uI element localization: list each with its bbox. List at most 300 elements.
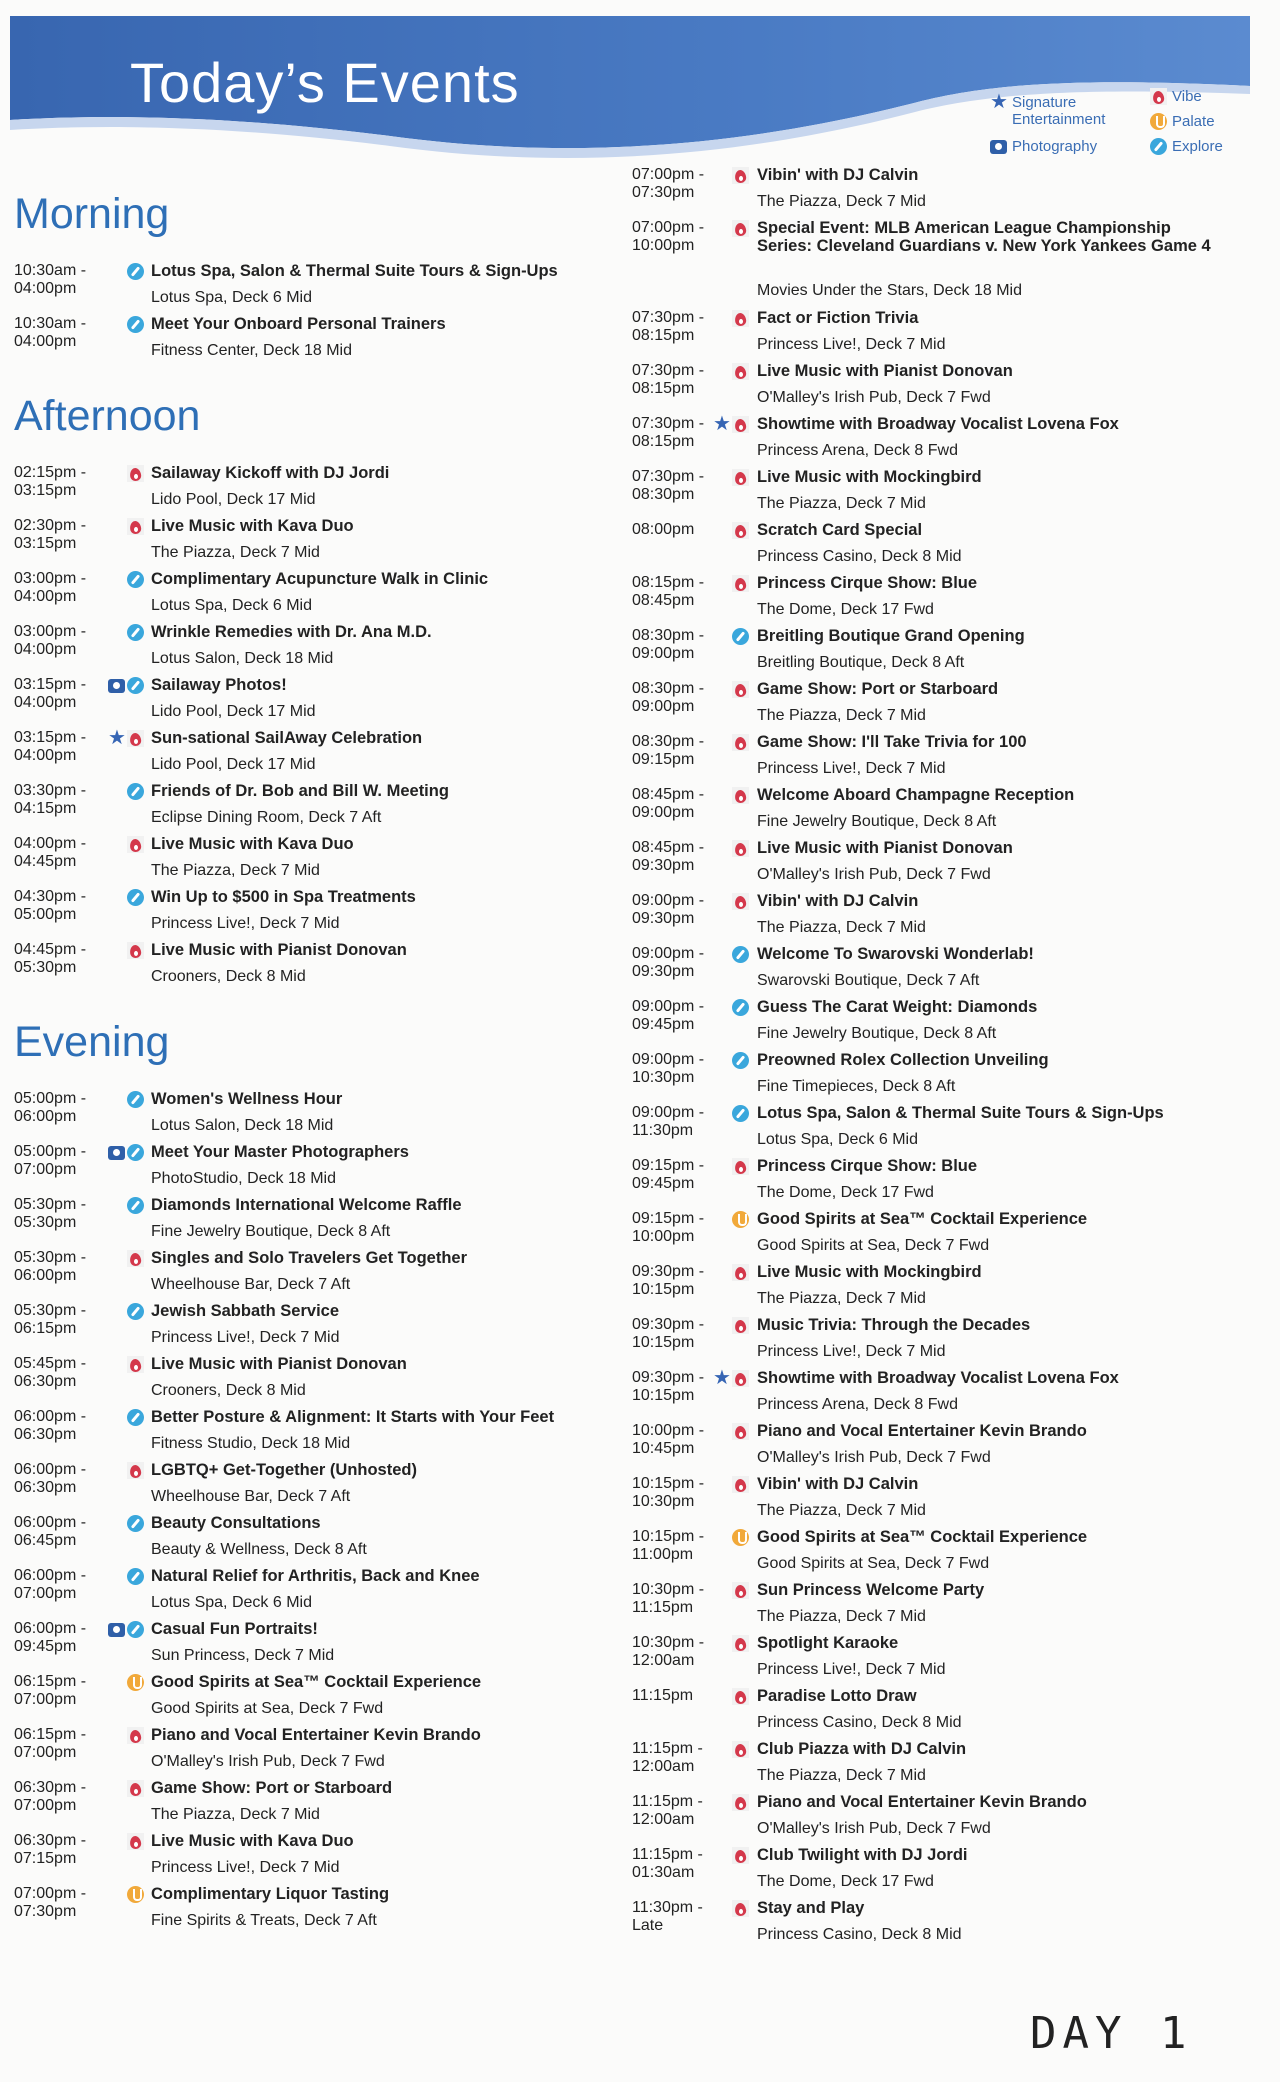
event-icons (713, 413, 749, 435)
event-location: O'Malley's Irish Pub, Deck 7 Fwd (757, 1449, 991, 1466)
event-icons (127, 1303, 144, 1320)
event-name: Diamonds International Welcome Raffle (151, 1196, 462, 1214)
event-item (632, 1157, 1252, 1210)
event-icons (108, 1621, 144, 1638)
event-item (632, 1104, 1252, 1157)
event-time (14, 517, 110, 553)
event-time (632, 1210, 728, 1246)
event-location: Fine Jewelry Boutique, Deck 8 Aft (757, 813, 997, 830)
legend-label: Vibe (1172, 88, 1202, 105)
event-time (632, 1051, 728, 1087)
event-icons (108, 677, 144, 694)
vibe-icon (732, 1635, 749, 1652)
event-time (14, 782, 110, 818)
event-name: Piano and Vocal Entertainer Kevin Brando (757, 1422, 1087, 1440)
event-start-time: 08:45pm - (632, 786, 705, 803)
event-location: Princess Arena, Deck 8 Fwd (757, 1396, 958, 1413)
legend-label: Photography (1012, 138, 1098, 155)
event-icons (732, 1900, 749, 1917)
event-time (14, 888, 110, 924)
vibe-icon (732, 363, 749, 380)
event-item (632, 1210, 1252, 1263)
event-item (632, 219, 1252, 309)
event-icons (732, 1794, 749, 1811)
event-time (14, 464, 110, 500)
event-name: Piano and Vocal Entertainer Kevin Brando (151, 1726, 481, 1744)
event-location: Wheelhouse Bar, Deck 7 Aft (151, 1276, 351, 1293)
event-location: Good Spirits at Sea, Deck 7 Fwd (757, 1237, 990, 1254)
event-item (632, 1687, 1252, 1740)
photography-icon (108, 1146, 125, 1160)
event-name: Piano and Vocal Entertainer Kevin Brando (757, 1793, 1087, 1811)
event-time (14, 1302, 110, 1338)
event-name: Spotlight Karaoke (757, 1634, 899, 1652)
event-icons (127, 1409, 144, 1426)
vibe-icon (732, 1900, 749, 1917)
event-icons (127, 624, 144, 641)
star-icon: ★ (713, 1367, 731, 1389)
event-end-time: 06:00pm (14, 1267, 77, 1284)
event-location: Princess Live!, Deck 7 Mid (757, 336, 946, 353)
event-end-time: 03:15pm (14, 535, 77, 552)
event-item (632, 839, 1252, 892)
event-icons (732, 1264, 749, 1281)
event-end-time: 08:45pm (632, 592, 695, 609)
event-location: Breitling Boutique, Deck 8 Aft (757, 654, 965, 671)
event-end-time: 06:30pm (14, 1479, 77, 1496)
event-item (632, 362, 1252, 415)
event-start-time: 07:00pm - (632, 219, 705, 236)
event-time (14, 1143, 110, 1179)
event-start-time: 02:30pm - (14, 517, 87, 534)
event-location: The Piazza, Deck 7 Mid (757, 193, 926, 210)
event-time (14, 262, 110, 298)
palate-icon (732, 1529, 749, 1546)
event-time (632, 574, 728, 610)
event-end-time: 10:30pm (632, 1069, 695, 1086)
vibe-icon (732, 1847, 749, 1864)
event-end-time: 12:00am (632, 1811, 695, 1828)
event-location: Fine Jewelry Boutique, Deck 8 Aft (757, 1025, 997, 1042)
explore-icon (127, 889, 144, 906)
event-name: Preowned Rolex Collection Unveiling (757, 1051, 1049, 1069)
palate-icon (127, 1674, 144, 1691)
event-end-time: 10:15pm (632, 1281, 695, 1298)
vibe-icon (732, 1423, 749, 1440)
event-time (14, 1355, 110, 1391)
event-location: Princess Casino, Deck 8 Mid (757, 1926, 962, 1943)
explore-icon (127, 1568, 144, 1585)
event-location: Princess Live!, Deck 7 Mid (757, 760, 946, 777)
event-time (632, 1581, 728, 1617)
event-name: Natural Relief for Arthritis, Back and Knee (151, 1567, 480, 1585)
event-name: Live Music with Kava Duo (151, 1832, 354, 1850)
vibe-icon (732, 734, 749, 751)
event-end-time: 07:30pm (14, 1903, 77, 1920)
event-name: Live Music with Mockingbird (757, 1263, 982, 1281)
event-item (14, 835, 634, 888)
event-start-time: 10:15pm - (632, 1528, 705, 1545)
event-time (14, 1726, 110, 1762)
explore-icon (127, 1144, 144, 1161)
event-time (632, 945, 728, 981)
event-name: Vibin' with DJ Calvin (757, 892, 919, 910)
event-icons (732, 220, 749, 237)
event-end-time: 10:45pm (632, 1440, 695, 1457)
event-start-time: 11:30pm - (632, 1899, 703, 1916)
explore-icon (732, 628, 749, 645)
event-item (632, 998, 1252, 1051)
event-item (632, 1899, 1252, 1952)
event-name: Beauty Consultations (151, 1514, 321, 1532)
event-end-time: 06:45pm (14, 1532, 77, 1549)
event-item (14, 262, 634, 315)
event-time (632, 1528, 728, 1564)
event-name: Live Music with Pianist Donovan (757, 839, 1013, 857)
event-end-time: 08:15pm (632, 380, 695, 397)
event-item (14, 1620, 634, 1673)
vibe-icon (127, 1356, 144, 1373)
vibe-icon (732, 840, 749, 857)
vibe-icon (732, 1317, 749, 1334)
event-location: O'Malley's Irish Pub, Deck 7 Fwd (757, 1820, 991, 1837)
vibe-icon (732, 1582, 749, 1599)
event-location: The Piazza, Deck 7 Mid (757, 1502, 926, 1519)
event-location: Good Spirits at Sea, Deck 7 Fwd (757, 1555, 990, 1572)
event-end-time: 08:15pm (632, 327, 695, 344)
event-name: Scratch Card Special (757, 521, 923, 539)
event-item (14, 1408, 634, 1461)
event-name: Guess The Carat Weight: Diamonds (757, 998, 1038, 1016)
event-icons (732, 363, 749, 380)
event-location: O'Malley's Irish Pub, Deck 7 Fwd (757, 866, 991, 883)
event-time (632, 786, 728, 822)
event-start-time: 07:30pm - (632, 362, 705, 379)
event-location: Lido Pool, Deck 17 Mid (151, 703, 316, 720)
event-item (14, 1302, 634, 1355)
legend-vibe (1150, 88, 1202, 105)
event-location: Lotus Spa, Deck 6 Mid (151, 289, 312, 306)
event-end-time: 12:00am (632, 1758, 695, 1775)
vibe-icon (732, 1476, 749, 1493)
palate-icon (127, 1886, 144, 1903)
event-item (632, 1846, 1252, 1899)
evening-list (14, 1090, 634, 1938)
event-name: Casual Fun Portraits! (151, 1620, 318, 1638)
event-name: Stay and Play (757, 1899, 865, 1917)
event-end-time: 09:45pm (14, 1638, 77, 1655)
event-start-time: 09:15pm - (632, 1210, 705, 1227)
star-icon: ★ (108, 727, 126, 749)
event-name: Special Event: MLB American League Championship Series: Cleveland Guardians v. New York Yankees Game 4 (757, 219, 1211, 255)
event-item (632, 1051, 1252, 1104)
event-end-time: Late (632, 1917, 664, 1934)
event-end-time: 06:15pm (14, 1320, 77, 1337)
vibe-icon (732, 522, 749, 539)
event-end-time: 07:00pm (14, 1585, 77, 1602)
event-item (632, 1740, 1252, 1793)
event-start-time: 02:15pm - (14, 464, 87, 481)
event-location: Lotus Spa, Deck 6 Mid (757, 1131, 918, 1148)
event-icons (732, 1635, 749, 1652)
event-time (632, 1634, 728, 1670)
explore-icon (1150, 138, 1167, 155)
event-end-time: 09:00pm (632, 804, 695, 821)
event-time (14, 1567, 110, 1603)
event-icons (127, 942, 144, 959)
vibe-icon (127, 1462, 144, 1479)
event-item (632, 1422, 1252, 1475)
event-location: Lotus Spa, Deck 6 Mid (151, 1594, 312, 1611)
event-icons (127, 1568, 144, 1585)
event-name: Club Twilight with DJ Jordi (757, 1846, 968, 1864)
event-location: The Piazza, Deck 7 Mid (757, 1290, 926, 1307)
event-location: Crooners, Deck 8 Mid (151, 1382, 306, 1399)
event-end-time: 04:00pm (14, 588, 77, 605)
event-end-time: 06:30pm (14, 1426, 77, 1443)
vibe-icon (127, 1727, 144, 1744)
event-location: Lotus Salon, Deck 18 Mid (151, 1117, 334, 1134)
event-icons (732, 1158, 749, 1175)
star-icon: ★ (990, 91, 1008, 113)
event-item (14, 1196, 634, 1249)
morning-list (14, 262, 634, 368)
event-name: Vibin' with DJ Calvin (757, 166, 919, 184)
event-time (14, 1249, 110, 1285)
legend-explore (1150, 138, 1223, 155)
event-start-time: 05:30pm - (14, 1196, 87, 1213)
event-item (632, 309, 1252, 362)
event-name: Music Trivia: Through the Decades (757, 1316, 1031, 1334)
event-end-time: 04:00pm (14, 641, 77, 658)
event-start-time: 07:30pm - (632, 415, 705, 432)
event-item (14, 1514, 634, 1567)
event-item (14, 941, 634, 994)
event-item (632, 574, 1252, 627)
event-name: Sun Princess Welcome Party (757, 1581, 985, 1599)
event-time (632, 468, 728, 504)
vibe-icon (732, 167, 749, 184)
event-time (14, 1514, 110, 1550)
event-end-time: 09:00pm (632, 698, 695, 715)
event-start-time: 09:00pm - (632, 892, 705, 909)
event-start-time: 03:15pm - (14, 729, 87, 746)
event-icons (732, 1105, 749, 1122)
event-name: Fact or Fiction Trivia (757, 309, 919, 327)
event-location: The Dome, Deck 17 Fwd (757, 601, 934, 618)
event-icons (713, 1367, 749, 1389)
vibe-icon (127, 465, 144, 482)
palate-icon (1150, 113, 1167, 130)
event-name: Live Music with Pianist Donovan (757, 362, 1013, 380)
event-time (632, 680, 728, 716)
event-item (14, 1726, 634, 1779)
event-start-time: 10:30am - (14, 315, 87, 332)
event-icons (127, 889, 144, 906)
event-time (14, 729, 110, 765)
event-start-time: 05:00pm - (14, 1143, 87, 1160)
event-item (632, 166, 1252, 219)
event-icons (127, 1462, 144, 1479)
event-start-time: 06:30pm - (14, 1832, 87, 1849)
event-end-time: 12:00am (632, 1652, 695, 1669)
event-location: The Piazza, Deck 7 Mid (151, 544, 320, 561)
event-start-time: 09:00pm - (632, 1104, 705, 1121)
event-time (632, 733, 728, 769)
event-name: Princess Cirque Show: Blue (757, 574, 978, 592)
event-icons (127, 1674, 144, 1691)
legend-photography (990, 138, 1097, 155)
event-start-time: 08:00pm (632, 521, 695, 538)
legend (990, 88, 1250, 164)
event-end-time: 04:00pm (14, 747, 77, 764)
event-item (632, 627, 1252, 680)
explore-icon (127, 1515, 144, 1532)
event-start-time: 06:00pm - (14, 1567, 87, 1584)
event-end-time: 05:00pm (14, 906, 77, 923)
event-name: Live Music with Pianist Donovan (151, 941, 407, 959)
event-start-time: 06:30pm - (14, 1779, 87, 1796)
event-end-time: 06:30pm (14, 1373, 77, 1390)
event-start-time: 03:30pm - (14, 782, 87, 799)
event-item (632, 945, 1252, 998)
vibe-icon (732, 1741, 749, 1758)
vibe-icon (732, 893, 749, 910)
event-start-time: 05:30pm - (14, 1249, 87, 1266)
event-item (14, 676, 634, 729)
event-icons (732, 1688, 749, 1705)
event-end-time: 09:30pm (632, 963, 695, 980)
event-item (14, 570, 634, 623)
event-location: Sun Princess, Deck 7 Mid (151, 1647, 335, 1664)
event-icons (732, 734, 749, 751)
event-name: Better Posture & Alignment: It Starts with Your Feet (151, 1408, 555, 1426)
event-icons (732, 787, 749, 804)
event-start-time: 09:30pm - (632, 1263, 705, 1280)
event-location: Lotus Salon, Deck 18 Mid (151, 650, 334, 667)
vibe-icon (732, 681, 749, 698)
event-end-time: 08:15pm (632, 433, 695, 450)
event-end-time: 07:00pm (14, 1161, 77, 1178)
event-name: Good Spirits at Sea™ Cocktail Experience (757, 1210, 1088, 1228)
event-start-time: 09:30pm - (632, 1369, 705, 1386)
event-item (632, 733, 1252, 786)
event-icons (127, 1886, 144, 1903)
event-end-time: 05:30pm (14, 959, 77, 976)
event-name: LGBTQ+ Get-Together (Unhosted) (151, 1461, 417, 1479)
event-location: The Piazza, Deck 7 Mid (151, 862, 320, 879)
legend-label: Palate (1172, 113, 1215, 130)
event-time (14, 1673, 110, 1709)
event-item (14, 1249, 634, 1302)
event-item (632, 521, 1252, 574)
event-location: Princess Casino, Deck 8 Mid (757, 1714, 962, 1731)
event-icons (732, 1847, 749, 1864)
event-item (14, 623, 634, 676)
event-start-time: 10:00pm - (632, 1422, 705, 1439)
event-start-time: 11:15pm - (632, 1846, 703, 1863)
event-start-time: 11:15pm - (632, 1793, 703, 1810)
event-time (14, 676, 110, 712)
event-icons (732, 893, 749, 910)
event-start-time: 06:15pm - (14, 1726, 87, 1743)
event-item (632, 892, 1252, 945)
event-icons (732, 628, 749, 645)
event-icons (732, 1317, 749, 1334)
event-item (632, 1369, 1252, 1422)
event-icons (732, 1529, 749, 1546)
explore-icon (732, 1105, 749, 1122)
event-icons (108, 1144, 144, 1161)
event-icons (732, 167, 749, 184)
event-item (632, 468, 1252, 521)
event-end-time: 07:00pm (14, 1797, 77, 1814)
event-name: Women's Wellness Hour (151, 1090, 343, 1108)
event-icons (127, 571, 144, 588)
event-location: Lido Pool, Deck 17 Mid (151, 491, 316, 508)
event-end-time: 06:00pm (14, 1108, 77, 1125)
palate-icon (732, 1211, 749, 1228)
event-location: Princess Live!, Deck 7 Mid (151, 1859, 340, 1876)
event-item (14, 1355, 634, 1408)
event-time (14, 1832, 110, 1868)
event-location: Movies Under the Stars, Deck 18 Mid (757, 282, 1022, 299)
section-morning: Morning (14, 190, 170, 238)
event-time (14, 835, 110, 871)
vibe-icon (732, 1264, 749, 1281)
event-item (14, 1832, 634, 1885)
legend-label: Explore (1172, 138, 1223, 155)
event-location: The Piazza, Deck 7 Mid (757, 1767, 926, 1784)
event-start-time: 07:00pm - (632, 166, 705, 183)
event-icons (127, 465, 144, 482)
event-item (632, 1263, 1252, 1316)
event-time (632, 309, 728, 345)
event-end-time: 09:00pm (632, 645, 695, 662)
event-name: Live Music with Mockingbird (757, 468, 982, 486)
event-name: Good Spirits at Sea™ Cocktail Experience (151, 1673, 482, 1691)
event-start-time: 05:30pm - (14, 1302, 87, 1319)
event-start-time: 09:00pm - (632, 945, 705, 962)
event-item (632, 415, 1252, 468)
event-time (14, 1461, 110, 1497)
photography-icon (990, 140, 1007, 154)
event-end-time: 07:00pm (14, 1691, 77, 1708)
event-location: Fitness Studio, Deck 18 Mid (151, 1435, 351, 1452)
event-name: Lotus Spa, Salon & Thermal Suite Tours & Sign-Ups (757, 1104, 1164, 1122)
event-location: Princess Live!, Deck 7 Mid (757, 1661, 946, 1678)
event-end-time: 11:00pm (632, 1546, 694, 1563)
event-icons (127, 1197, 144, 1214)
event-item (632, 786, 1252, 839)
event-time (632, 1475, 728, 1511)
event-end-time: 09:45pm (632, 1175, 695, 1192)
explore-icon (127, 263, 144, 280)
explore-icon (127, 571, 144, 588)
event-start-time: 05:00pm - (14, 1090, 87, 1107)
star-icon: ★ (713, 413, 731, 435)
event-start-time: 03:00pm - (14, 623, 87, 640)
event-item (632, 1475, 1252, 1528)
event-end-time: 09:30pm (632, 910, 695, 927)
event-name: Complimentary Liquor Tasting (151, 1885, 390, 1903)
explore-icon (127, 783, 144, 800)
vibe-icon (1150, 88, 1167, 105)
event-end-time: 04:00pm (14, 694, 77, 711)
event-start-time: 07:00pm - (14, 1885, 87, 1902)
event-icons (732, 999, 749, 1016)
event-location: Princess Casino, Deck 8 Mid (757, 548, 962, 565)
